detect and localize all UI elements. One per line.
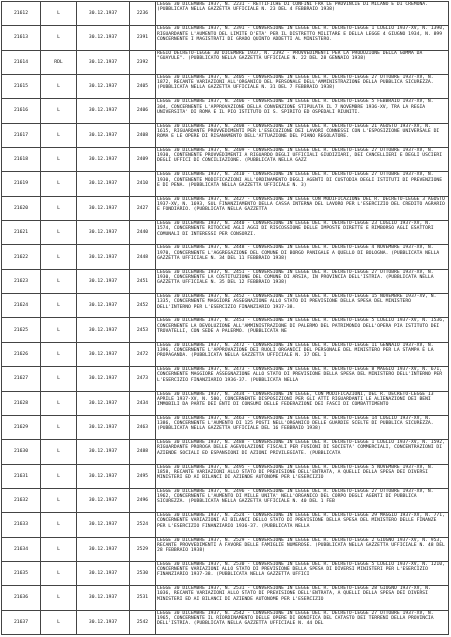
act-date-cell xyxy=(77,391,130,415)
act-description-text: LEGGE 30 DICEMBRE 1937, N. 2405 - CONVERSIONE IN LEGGE DEL R. DECRETO-LEGGE 27 OTTOBRE 1937-XV, N. 1872, RECANTE VARIAZIONI ALL'ORGANICO DEL PERSONALE DELL'AMMINISTRAZIONE DELLA PUBBLICA SICUREZZA. (PUBBLICATA NELLA GAZZETTA UFFICIALE N. 31 DEL 7 FEBBRAIO 1938) xyxy=(157,75,434,91)
act-date-text: 30.12.1937 xyxy=(88,424,118,430)
record-number-text: 21618 xyxy=(13,157,29,163)
act-description-text: LEGGE 30 DICEMBRE 1937, N. 2529 - CONVERSIONE IN LEGGE DEL R. DECRETO-LEGGE 2 GIUGNO 1937-XV, N. 953, RECANTE PROVVEDIMENTI A FAVORE DELLE FAMIGLIE NUMEROSE. (PUBBLICATA NELLA GAZZETTA UFFICIALE N. 48 DEL 28 FEBBRAIO 1938) xyxy=(157,537,445,553)
act-description-text: LEGGE 30 DICEMBRE 1937, N. 2473 - CONVERSIONE IN LEGGE DEL R. DECRETO-LEGGE 8 MAGGIO 1937-XV, N. 671, CONCERNENTE MAGGIORE ASSEGNAZIONE ALLO STATO DI PREVISIONE DELLA SPESA DEL MINISTERO DELL'INTERNO PER L'ESERCIZIO FINANZIARIO 1936-37. (PUBBLICATA NELLA xyxy=(157,367,443,383)
act-number-cell xyxy=(130,610,156,634)
act-description-text: LEGGE 30 DICEMBRE 1937, N. 2463 - CONVERSIONE IN LEGGE DEL R. DECRETO-LEGGE 14 LUGLIO 1937-XV, N. 1386, CONCERNENTE L'AUMENTO DI 125 POSTI NELL'ORGANICO DELLE GUARDIE SCELTE DI PUBBLICA SICUREZZA. (PUBBLICATA NELLA GAZZETTA UFFICIALE DEL 16 FEBBRAIO 1938) xyxy=(157,415,434,432)
act-number-text: 2452 xyxy=(136,303,149,309)
act-description-cell xyxy=(156,561,449,585)
act-type-text: L xyxy=(57,132,60,138)
act-description-cell xyxy=(156,342,449,366)
act-date-text: 30.12.1937 xyxy=(88,11,118,17)
record-number-text: 21615 xyxy=(13,84,29,90)
table-row xyxy=(2,269,449,293)
act-type-cell xyxy=(41,464,77,488)
act-number-cell xyxy=(130,75,156,99)
act-description-cell xyxy=(156,294,449,318)
act-number-cell xyxy=(130,26,156,50)
act-number-cell xyxy=(130,50,156,74)
act-type-text: L xyxy=(57,35,60,41)
record-number-text: 21634 xyxy=(13,546,29,552)
table-row xyxy=(2,245,449,269)
act-description-text: LEGGE 30 DICEMBRE 1937, N. 2231 - RETTIFICHE DI CONFINI FRA LE PROVINCIE DI MILANO E DI CREMONA. (PUBBLICATA NELLA GAZZETTA UFFICIALE N. 23 DEL 4 FEBBRAIO 1938) xyxy=(157,2,428,13)
act-type-text: RDL xyxy=(54,59,63,65)
act-type-cell xyxy=(41,440,77,464)
act-number-text: 2405 xyxy=(136,84,149,90)
act-type-text: L xyxy=(57,376,60,382)
act-date-text: 30.12.1937 xyxy=(88,157,118,163)
act-type-cell xyxy=(41,537,77,561)
act-date-cell xyxy=(77,50,130,74)
record-number-cell xyxy=(2,610,41,634)
act-description-text: LEGGE 30 DICEMBRE 1937, N. 2495 - CONVERSIONE IN LEGGE DEL R. DECRETO-LEGGE 5 NOVEMBRE 1937-XV, N. 1858, RECANTE VARIAZIONI ALLO STATO DI PREVISIONE DELL'ENTRATA, A QUELLI DELLA SPESA DEI DIVERSI MINISTERI ED AI BILANCI DI AZIENDE AUTONOME PER L'ESERCIZIO xyxy=(157,464,434,480)
record-number-text: 21628 xyxy=(13,400,29,406)
act-type-text: L xyxy=(57,546,60,552)
table-row xyxy=(2,196,449,220)
legislation-register-table xyxy=(1,1,449,635)
act-number-cell xyxy=(130,172,156,196)
record-number-text: 21612 xyxy=(13,11,29,17)
table-row xyxy=(2,318,449,342)
act-type-text: L xyxy=(57,424,60,430)
act-date-text: 30.12.1937 xyxy=(88,449,118,455)
record-number-text: 21626 xyxy=(13,351,29,357)
record-number-cell xyxy=(2,2,41,26)
act-date-cell xyxy=(77,269,130,293)
record-number-text: 21621 xyxy=(13,230,29,236)
table-row xyxy=(2,342,449,366)
act-type-cell xyxy=(41,123,77,147)
act-number-cell xyxy=(130,440,156,464)
act-type-cell xyxy=(41,391,77,415)
act-date-text: 30.12.1937 xyxy=(88,278,118,284)
act-number-text: 2496 xyxy=(136,497,149,503)
act-type-text: L xyxy=(57,327,60,333)
act-date-cell xyxy=(77,367,130,391)
act-description-cell xyxy=(156,26,449,50)
table-row xyxy=(2,415,449,439)
record-number-text: 21624 xyxy=(13,303,29,309)
act-description-cell xyxy=(156,221,449,245)
act-number-cell xyxy=(130,2,156,26)
act-number-cell xyxy=(130,537,156,561)
act-date-cell xyxy=(77,586,130,610)
record-number-text: 21620 xyxy=(13,205,29,211)
table-row xyxy=(2,586,449,610)
act-date-text: 30.12.1937 xyxy=(88,546,118,552)
act-type-text: L xyxy=(57,157,60,163)
record-number-cell xyxy=(2,75,41,99)
act-type-text: L xyxy=(57,595,60,601)
table-row xyxy=(2,172,449,196)
act-date-cell xyxy=(77,172,130,196)
act-date-cell xyxy=(77,2,130,26)
act-description-text: LEGGE 30 DICEMBRE 1937, N. 2448 - CONVERSIONE IN LEGGE DEL R. DECRETO-LEGGE 4 NOVEMBRE 1937-XV, N. 1970, CONCERNENTE L'AGGREGAZIONE DEL COMUNE DI BORGO PANIGALE A QUELLO DI BOLOGNA. (PUBBLICATA NELLA GAZZETTA UFFICIALE N. 34 DEL 11 FEBBRAIO 1938) xyxy=(157,245,440,261)
record-number-text: 21614 xyxy=(13,59,29,65)
act-description-text: LEGGE 30 DICEMBRE 1937, N. 2409 - CONVERSIONE IN LEGGE DEL R. DECRETO-LEGGE 27 OTTOBRE 1937-XV, N. 1930, CONTENENTE PROVVEDIMENTI A RIGUARDO DEGLI UFFICIALI GIUDIZIARI, DEI CANCELLIERI E DEGLI USCIERI DEGLI UFFICI DI CONCILIAZIONE. (PUBBLICATA NELLA GAZZ xyxy=(157,148,443,164)
act-number-cell xyxy=(130,391,156,415)
act-date-cell xyxy=(77,464,130,488)
act-number-cell xyxy=(130,513,156,537)
act-type-cell xyxy=(41,610,77,634)
table-row xyxy=(2,513,449,537)
act-description-text: LEGGE 30 DICEMBRE 1937, N. 2406 - CONVERSIONE IN LEGGE DEL R. DECRETO-LEGGE 5 FEBBRAIO 1937-XV, N. 304, CONCERNENTE L'APPROVAZIONE DELLA CONVENZIONE STIPULATA IL 7 NOVEMBRE 1936-XV, TRA LA REGIA UNIVERSITA' DI ROMA E IL PIO ISTITUTO DI S. SPIRITO ED OSPEDALI RIUNITI. xyxy=(157,99,434,115)
act-date-cell xyxy=(77,537,130,561)
act-date-text: 30.12.1937 xyxy=(88,473,118,479)
table-row xyxy=(2,391,449,415)
act-number-text: 2448 xyxy=(136,254,149,260)
act-date-cell xyxy=(77,196,130,220)
act-type-cell xyxy=(41,245,77,269)
record-number-cell xyxy=(2,26,41,50)
record-number-cell xyxy=(2,99,41,123)
record-number-text: 21637 xyxy=(13,619,29,625)
act-type-cell xyxy=(41,99,77,123)
act-date-text: 30.12.1937 xyxy=(88,108,118,114)
act-type-cell xyxy=(41,172,77,196)
record-number-cell xyxy=(2,342,41,366)
act-type-text: L xyxy=(57,522,60,528)
act-type-text: L xyxy=(57,230,60,236)
act-number-text: 2453 xyxy=(136,327,149,333)
act-date-cell xyxy=(77,221,130,245)
record-number-cell xyxy=(2,367,41,391)
act-date-text: 30.12.1937 xyxy=(88,132,118,138)
act-date-text: 30.12.1937 xyxy=(88,205,118,211)
act-description-text: LEGGE 30 DICEMBRE 1937, N. 2531 - CONVERSIONE IN LEGGE DEL R. DECRETO-LEGGE 28 GIUGNO 1937-XV, N. 1036, RECANTE VARIAZIONI ALLO STATO DI PREVISIONE DELL'ENTRATA, A QUELLI DELLA SPESA DEI DIVERSI MINISTERI ED AI BILANCI DI AZIENDE AUTONOME PER L'ESERCIZIO xyxy=(157,586,431,602)
table-row xyxy=(2,99,449,123)
act-number-cell xyxy=(130,342,156,366)
act-number-cell xyxy=(130,415,156,439)
act-type-cell xyxy=(41,221,77,245)
act-type-cell xyxy=(41,2,77,26)
act-description-cell xyxy=(156,172,449,196)
act-number-cell xyxy=(130,294,156,318)
act-type-cell xyxy=(41,488,77,512)
act-date-text: 30.12.1937 xyxy=(88,351,118,357)
record-number-text: 21631 xyxy=(13,473,29,479)
table-row xyxy=(2,610,449,634)
act-date-cell xyxy=(77,294,130,318)
record-number-cell xyxy=(2,561,41,585)
record-number-cell xyxy=(2,391,41,415)
act-number-cell xyxy=(130,464,156,488)
act-date-text: 30.12.1937 xyxy=(88,595,118,601)
record-number-cell xyxy=(2,415,41,439)
record-number-text: 21632 xyxy=(13,497,29,503)
record-number-text: 21627 xyxy=(13,376,29,382)
act-number-text: 2440 xyxy=(136,230,149,236)
act-date-cell xyxy=(77,342,130,366)
act-date-text: 30.12.1937 xyxy=(88,376,118,382)
act-number-text: 2524 xyxy=(136,522,149,528)
table-row xyxy=(2,26,449,50)
record-number-text: 21630 xyxy=(13,449,29,455)
act-number-text: 2529 xyxy=(136,546,149,552)
record-number-cell xyxy=(2,464,41,488)
act-date-cell xyxy=(77,440,130,464)
record-number-cell xyxy=(2,318,41,342)
act-type-cell xyxy=(41,318,77,342)
record-number-text: 21623 xyxy=(13,278,29,284)
record-number-text: 21636 xyxy=(13,595,29,601)
record-number-text: 21625 xyxy=(13,327,29,333)
act-number-text: 2473 xyxy=(136,376,149,382)
act-description-text: LEGGE 30 DICEMBRE 1937, N. 2391 - CONVERSIONE IN LEGGE DEL R. DECRETO-LEGGE 1 LUGLIO 1937-XV, N. 1390, RIGUARDANTE L'AUMENTO DEL LIMITE D'ETA' PER IL DISTRETTO MILITARE E DELLA LEGGE 4 GIUGNO 1934, N. 899 CONCERNENTE I MAGISTRATI DI GRADO QUINTO ADDETTI AL MINISTERO. xyxy=(157,26,445,42)
act-date-cell xyxy=(77,561,130,585)
act-date-text: 30.12.1937 xyxy=(88,619,118,625)
act-type-cell xyxy=(41,196,77,220)
record-number-text: 21619 xyxy=(13,181,29,187)
act-date-cell xyxy=(77,123,130,147)
act-description-cell xyxy=(156,148,449,172)
act-date-text: 30.12.1937 xyxy=(88,35,118,41)
record-number-cell xyxy=(2,123,41,147)
record-number-cell xyxy=(2,50,41,74)
table-row xyxy=(2,464,449,488)
act-description-text: LEGGE 30 DICEMBRE 1937, N. 2427 - CONVERSIONE IN LEGGE CON MODIFICAZIONE DEL R. DECRETO-LEGGE 3 AGOSTO 1937-XV, N. 1693, SUL FINANZIAMENTO DELLA CASSA INTERNA DEL LAVORO PER L'ESERCIZIO DEL CREDITO AGRARIO E FONDIARIO. (PUBBLICATA NELLA GAZZETTA xyxy=(157,196,445,213)
act-type-text: L xyxy=(57,619,60,625)
act-date-text: 30.12.1937 xyxy=(88,400,118,406)
act-description-cell xyxy=(156,245,449,269)
act-description-text: LEGGE 30 DICEMBRE 1937, N. 2542 - CONVERSIONE IN LEGGE DEL R. DECRETO-LEGGE 27 OTTOBRE 1937-XV, N. 1965, CONCERNENTE IL RIORDINAMENTO DELLE OPERE DI BONIFICA DEL CATASTO DEI TERRENI DELLA PROVINCIA DELL'ISTRIA. (PUBBLICATA NELLA GAZZETTA UFFICIALE N. 44 DEL xyxy=(157,610,434,626)
act-description-cell xyxy=(156,488,449,512)
act-type-cell xyxy=(41,513,77,537)
act-description-cell xyxy=(156,269,449,293)
act-date-cell xyxy=(77,148,130,172)
record-number-text: 21613 xyxy=(13,35,29,41)
act-number-text: 2406 xyxy=(136,108,149,114)
act-description-cell xyxy=(156,75,449,99)
record-number-cell xyxy=(2,172,41,196)
act-number-text: 2530 xyxy=(136,570,149,576)
table-row xyxy=(2,488,449,512)
act-description-text: LEGGE 30 DICEMBRE 1937, N. 2488 - CONVERSIONE IN LEGGE DEL R. DECRETO-LEGGE 1 LUGLIO 1937-XV, N. 1592, RIGUARDANTE PROROGA DELLE AGEVOLAZIONI FISCALI PER FUSIONI DI SOCIETA' COMMERCIALI, CONCENTRAZIONI DI AZIENDE SOCIALI ED ESPANSIONI DI AZIONI PRIVILEGIATE. (PUBBLICATA xyxy=(157,440,445,456)
act-description-text: LEGGE 30 DICEMBRE 1937, N. 2410 - CONVERSIONE IN LEGGE DEL R. DECRETO-LEGGE 27 OTTOBRE 1937-XV, N. 1930, CONTENENTE MODIFICAZIONI ALL'ORDINAMENTO DEGLI AGENTI DI CUSTODIA DEGLI ISTITUTI DI PREVENZIONE E DI PENA. (PUBBLICATA NELLA GAZZETTA UFFICIALE N. 3) xyxy=(157,172,443,188)
act-type-cell xyxy=(41,561,77,585)
act-date-cell xyxy=(77,318,130,342)
act-type-cell xyxy=(41,415,77,439)
act-type-text: L xyxy=(57,278,60,284)
act-type-text: L xyxy=(57,84,60,90)
act-description-cell xyxy=(156,367,449,391)
act-number-text: 2434 xyxy=(136,400,149,406)
act-number-text: 2409 xyxy=(136,157,149,163)
act-number-text: 2392 xyxy=(136,59,149,65)
act-number-cell xyxy=(130,148,156,172)
table-row xyxy=(2,50,449,74)
record-number-cell xyxy=(2,294,41,318)
act-number-text: 2427 xyxy=(136,205,149,211)
act-number-text: 2391 xyxy=(136,35,149,41)
act-type-cell xyxy=(41,367,77,391)
table-row xyxy=(2,75,449,99)
act-number-text: 2463 xyxy=(136,424,149,430)
act-type-text: L xyxy=(57,108,60,114)
record-number-text: 21616 xyxy=(13,108,29,114)
record-number-cell xyxy=(2,513,41,537)
act-description-text: LEGGE 30 DICEMBRE 1937, N. 2440 - CONVERSIONE IN LEGGE DEL R. DECRETO-LEGGE 23 LUGLIO 1937-XV, N. 1574, CONCERNENTE RITOCCHI AGLI AGGI DI RISCOSSIONE DELLE IMPOSTE DIRETTE E RIMBORSO AGLI ESATTORI COMUNALI DI INTERESSI PER CONSORZI. xyxy=(157,221,434,237)
act-type-cell xyxy=(41,148,77,172)
act-date-text: 30.12.1937 xyxy=(88,254,118,260)
table-row xyxy=(2,148,449,172)
record-number-cell xyxy=(2,245,41,269)
act-date-cell xyxy=(77,245,130,269)
table-row xyxy=(2,2,449,26)
record-number-cell xyxy=(2,221,41,245)
act-description-text: LEGGE 30 DICEMBRE 1937, N. 2496 - CONVERSIONE IN LEGGE DEL R. DECRETO-LEGGE 27 OTTOBRE 1937-XV, N. 1962, CONCERNENTE L'AUMENTO DI MILLE UNITA' NELL'ORGANICO DEL CORPO DEGLI AGENTI DI PUBBLICA SICUREZZA. (PUBBLICATA NELLA GAZZETTA UFFICIALE N. 40 DEL 1 FEB xyxy=(157,488,434,505)
table-row xyxy=(2,561,449,585)
act-date-text: 30.12.1937 xyxy=(88,327,118,333)
register-table-body xyxy=(2,2,449,635)
act-date-cell xyxy=(77,99,130,123)
act-description-cell xyxy=(156,586,449,610)
table-row xyxy=(2,537,449,561)
record-number-text: 21633 xyxy=(13,522,29,528)
act-date-text: 30.12.1937 xyxy=(88,570,118,576)
act-description-cell xyxy=(156,318,449,342)
act-type-text: L xyxy=(57,497,60,503)
act-description-cell xyxy=(156,123,449,147)
act-number-text: 2531 xyxy=(136,595,149,601)
act-date-text: 30.12.1937 xyxy=(88,230,118,236)
act-number-text: 2410 xyxy=(136,181,149,187)
record-number-cell xyxy=(2,269,41,293)
act-description-cell xyxy=(156,50,449,74)
act-type-cell xyxy=(41,294,77,318)
act-date-text: 30.12.1937 xyxy=(88,59,118,65)
table-row xyxy=(2,367,449,391)
act-description-cell xyxy=(156,99,449,123)
record-number-cell xyxy=(2,440,41,464)
act-number-text: 2488 xyxy=(136,449,149,455)
act-description-text: LEGGE 30 DICEMBRE 1937, N. 2524 - CONVERSIONE IN LEGGE DEL R. DECRETO-LEGGE 29 MAGGIO 1937-XV, N. 771, CONCERNENTE VARIAZIONI AI BILANCI DELLO STATO DI PREVISIONE DELLA SPESA DEL MINISTERO DELLE FINANZE PER L'ESERCIZIO FINANZIARIO 1936-37. (PUBBLICATA NELLA xyxy=(157,513,445,529)
act-date-cell xyxy=(77,415,130,439)
record-number-text: 21622 xyxy=(13,254,29,260)
act-number-cell xyxy=(130,245,156,269)
record-number-text: 21635 xyxy=(13,570,29,576)
act-number-cell xyxy=(130,196,156,220)
act-date-text: 30.12.1937 xyxy=(88,181,118,187)
act-description-text: LEGGE 30 DICEMBRE 1937, N. 2530 - CONVERSIONE IN LEGGE DEL R. DECRETO-LEGGE 5 LUGLIO 1937-XV, N. 1210, CONCERNENTE VARIAZIONI ALLO STATO DI PREVISIONE DELLA SPESA DI DIVERSI MINISTERI PER L'ESERCIZIO FINANZIARIO 1937-38. (PUBBLICATA NELLA GAZZETTA UFFICI xyxy=(157,561,445,578)
act-description-cell xyxy=(156,610,449,634)
act-number-cell xyxy=(130,99,156,123)
act-description-cell xyxy=(156,196,449,220)
record-number-text: 21629 xyxy=(13,424,29,430)
act-number-cell xyxy=(130,561,156,585)
act-type-text: L xyxy=(57,449,60,455)
act-date-cell xyxy=(77,513,130,537)
act-number-text: 2542 xyxy=(136,619,149,625)
table-row xyxy=(2,221,449,245)
table-row xyxy=(2,440,449,464)
act-description-cell xyxy=(156,464,449,488)
act-number-cell xyxy=(130,269,156,293)
act-number-cell xyxy=(130,123,156,147)
act-type-text: L xyxy=(57,570,60,576)
act-date-text: 30.12.1937 xyxy=(88,303,118,309)
act-type-text: L xyxy=(57,400,60,406)
act-description-text: LEGGE 30 DICEMBRE 1937, N. 2472 - CONVERSIONE IN LEGGE DEL R. DECRETO-LEGGE 11 GENNAIO 1937-XV, N. 1396, CONCERNENTE L'APPROVAZIONE DEI RUOLI ORGANICI DEL PERSONALE DEL MINISTERO PER LA STAMPA E LA PROPAGANDA. (PUBBLICATA NELLA GAZZETTA UFFICIALE N. 37 DEL 1 xyxy=(157,342,434,359)
act-description-cell xyxy=(156,513,449,537)
act-type-cell xyxy=(41,26,77,50)
act-description-text: LEGGE 30 DICEMBRE 1937, N. 2434 - CONVERSIONE IN LEGGE, CON MODIFICAZIONI, DEL R. DECRETO-LEGGE 13 APRILE 1937-XV, N. 580, CONCERNENTE DISPOSIZIONI PER GLI ATTI RIGUARDANTI LE ALIENAZIONI DEI BENI IMMOBILI DA PARTE DEI ENTI DI CONSUMI DELLE FEDERAZIONI DEI FASCI DI COMBATTIMENTO xyxy=(157,391,434,407)
act-number-text: 2451 xyxy=(136,278,149,284)
act-type-cell xyxy=(41,269,77,293)
act-description-cell xyxy=(156,415,449,439)
act-type-text: L xyxy=(57,303,60,309)
act-number-cell xyxy=(130,367,156,391)
act-date-cell xyxy=(77,26,130,50)
act-type-text: L xyxy=(57,254,60,260)
act-type-text: L xyxy=(57,181,60,187)
record-number-cell xyxy=(2,488,41,512)
act-date-text: 30.12.1937 xyxy=(88,522,118,528)
act-type-text: L xyxy=(57,351,60,357)
act-type-cell xyxy=(41,75,77,99)
act-number-text: 2472 xyxy=(136,351,149,357)
act-date-text: 30.12.1937 xyxy=(88,497,118,503)
act-number-text: 2495 xyxy=(136,473,149,479)
act-number-text: 2408 xyxy=(136,132,149,138)
act-date-cell xyxy=(77,75,130,99)
act-type-text: L xyxy=(57,205,60,211)
record-number-cell xyxy=(2,148,41,172)
act-description-text: LEGGE 30 DICEMBRE 1937, N. 2408 - CONVERSIONE IN LEGGE DEL R. DECRETO-LEGGE 21 AGOSTO 1937-XV, N. 1615, RIGUARDANTE PROVVEDIMENTI PER L'ESECUZIONE DEI LAVORI CONNESSI CON L'ESPOSIZIONE UNIVERSALE DI ROMA E LE OPERE DI RISANAMENTO DELL'ATTUAZIONE DEL PIANO REGOLATORE. xyxy=(157,123,440,140)
act-type-cell xyxy=(41,342,77,366)
act-description-cell xyxy=(156,391,449,415)
act-description-cell xyxy=(156,440,449,464)
act-number-cell xyxy=(130,318,156,342)
act-number-text: 2236 xyxy=(136,11,149,17)
act-description-text: LEGGE 30 DICEMBRE 1937, N. 2452 - CONVERSIONE IN LEGGE DEL R. DECRETO-LEGGE 15 NOVEMBRE 1937-XV, N. 1335, CONCERNENTE MAGGIORE ASSEGNAZIONE ALLO STATO DI PREVISIONE DELLA SPESA DEL MINISTERO DELL'INTERNO PER L'ESERCIZIO FINANZIARIO 1937-38. xyxy=(157,294,437,310)
record-number-cell xyxy=(2,537,41,561)
act-date-cell xyxy=(77,610,130,634)
act-description-text: REGIO DECRETO-LEGGE 30 DICEMBRE 1937, N. 2392 - PROVVEDIMENTI PER LA PRODUZIONE DELLA GOMMA DA "GUAYULE". (PUBBLICATO NELLA GAZZETTA UFFICIALE N. 22 DEL 28 GENNAIO 1938) xyxy=(157,50,423,61)
act-description-cell xyxy=(156,2,449,26)
act-date-text: 30.12.1937 xyxy=(88,84,118,90)
act-number-cell xyxy=(130,586,156,610)
table-row xyxy=(2,294,449,318)
record-number-text: 21617 xyxy=(13,132,29,138)
act-number-cell xyxy=(130,221,156,245)
table-row xyxy=(2,123,449,147)
act-type-cell xyxy=(41,50,77,74)
act-description-text: LEGGE 30 DICEMBRE 1937, N. 2451 - CONVERSIONE IN LEGGE DEL R. DECRETO-LEGGE 27 OTTOBRE 1937-XV, N. 1930, CONCERNENTE LA COSTITUZIONE DEL COMUNE DI ARSIA, IN PROVINCIA DELL'ISTRIA. (PUBBLICATA NELLA GAZZETTA UFFICIALE N. 35 DEL 12 FEBBRAIO 1938) xyxy=(157,269,434,286)
act-number-cell xyxy=(130,488,156,512)
act-type-text: L xyxy=(57,11,60,17)
act-date-cell xyxy=(77,488,130,512)
record-number-cell xyxy=(2,196,41,220)
record-number-cell xyxy=(2,586,41,610)
act-description-text: LEGGE 30 DICEMBRE 1937, N. 2453 - CONVERSIONE IN LEGGE DEL R. DECRETO-LEGGE 5 LUGLIO 1937-XV, N. 1536, CONCERNENTE LA DEVOLUZIONE ALL'AMMINISTRAZIONE DI PALERMO DEL PATRIMONIO DELL'OPERA PIA ISTITUTO DEI TROVATELLI, CON SEDE A PALERMO. (PUBBLICATA NE xyxy=(157,318,445,334)
act-type-text: L xyxy=(57,473,60,479)
act-type-cell xyxy=(41,586,77,610)
act-description-cell xyxy=(156,537,449,561)
